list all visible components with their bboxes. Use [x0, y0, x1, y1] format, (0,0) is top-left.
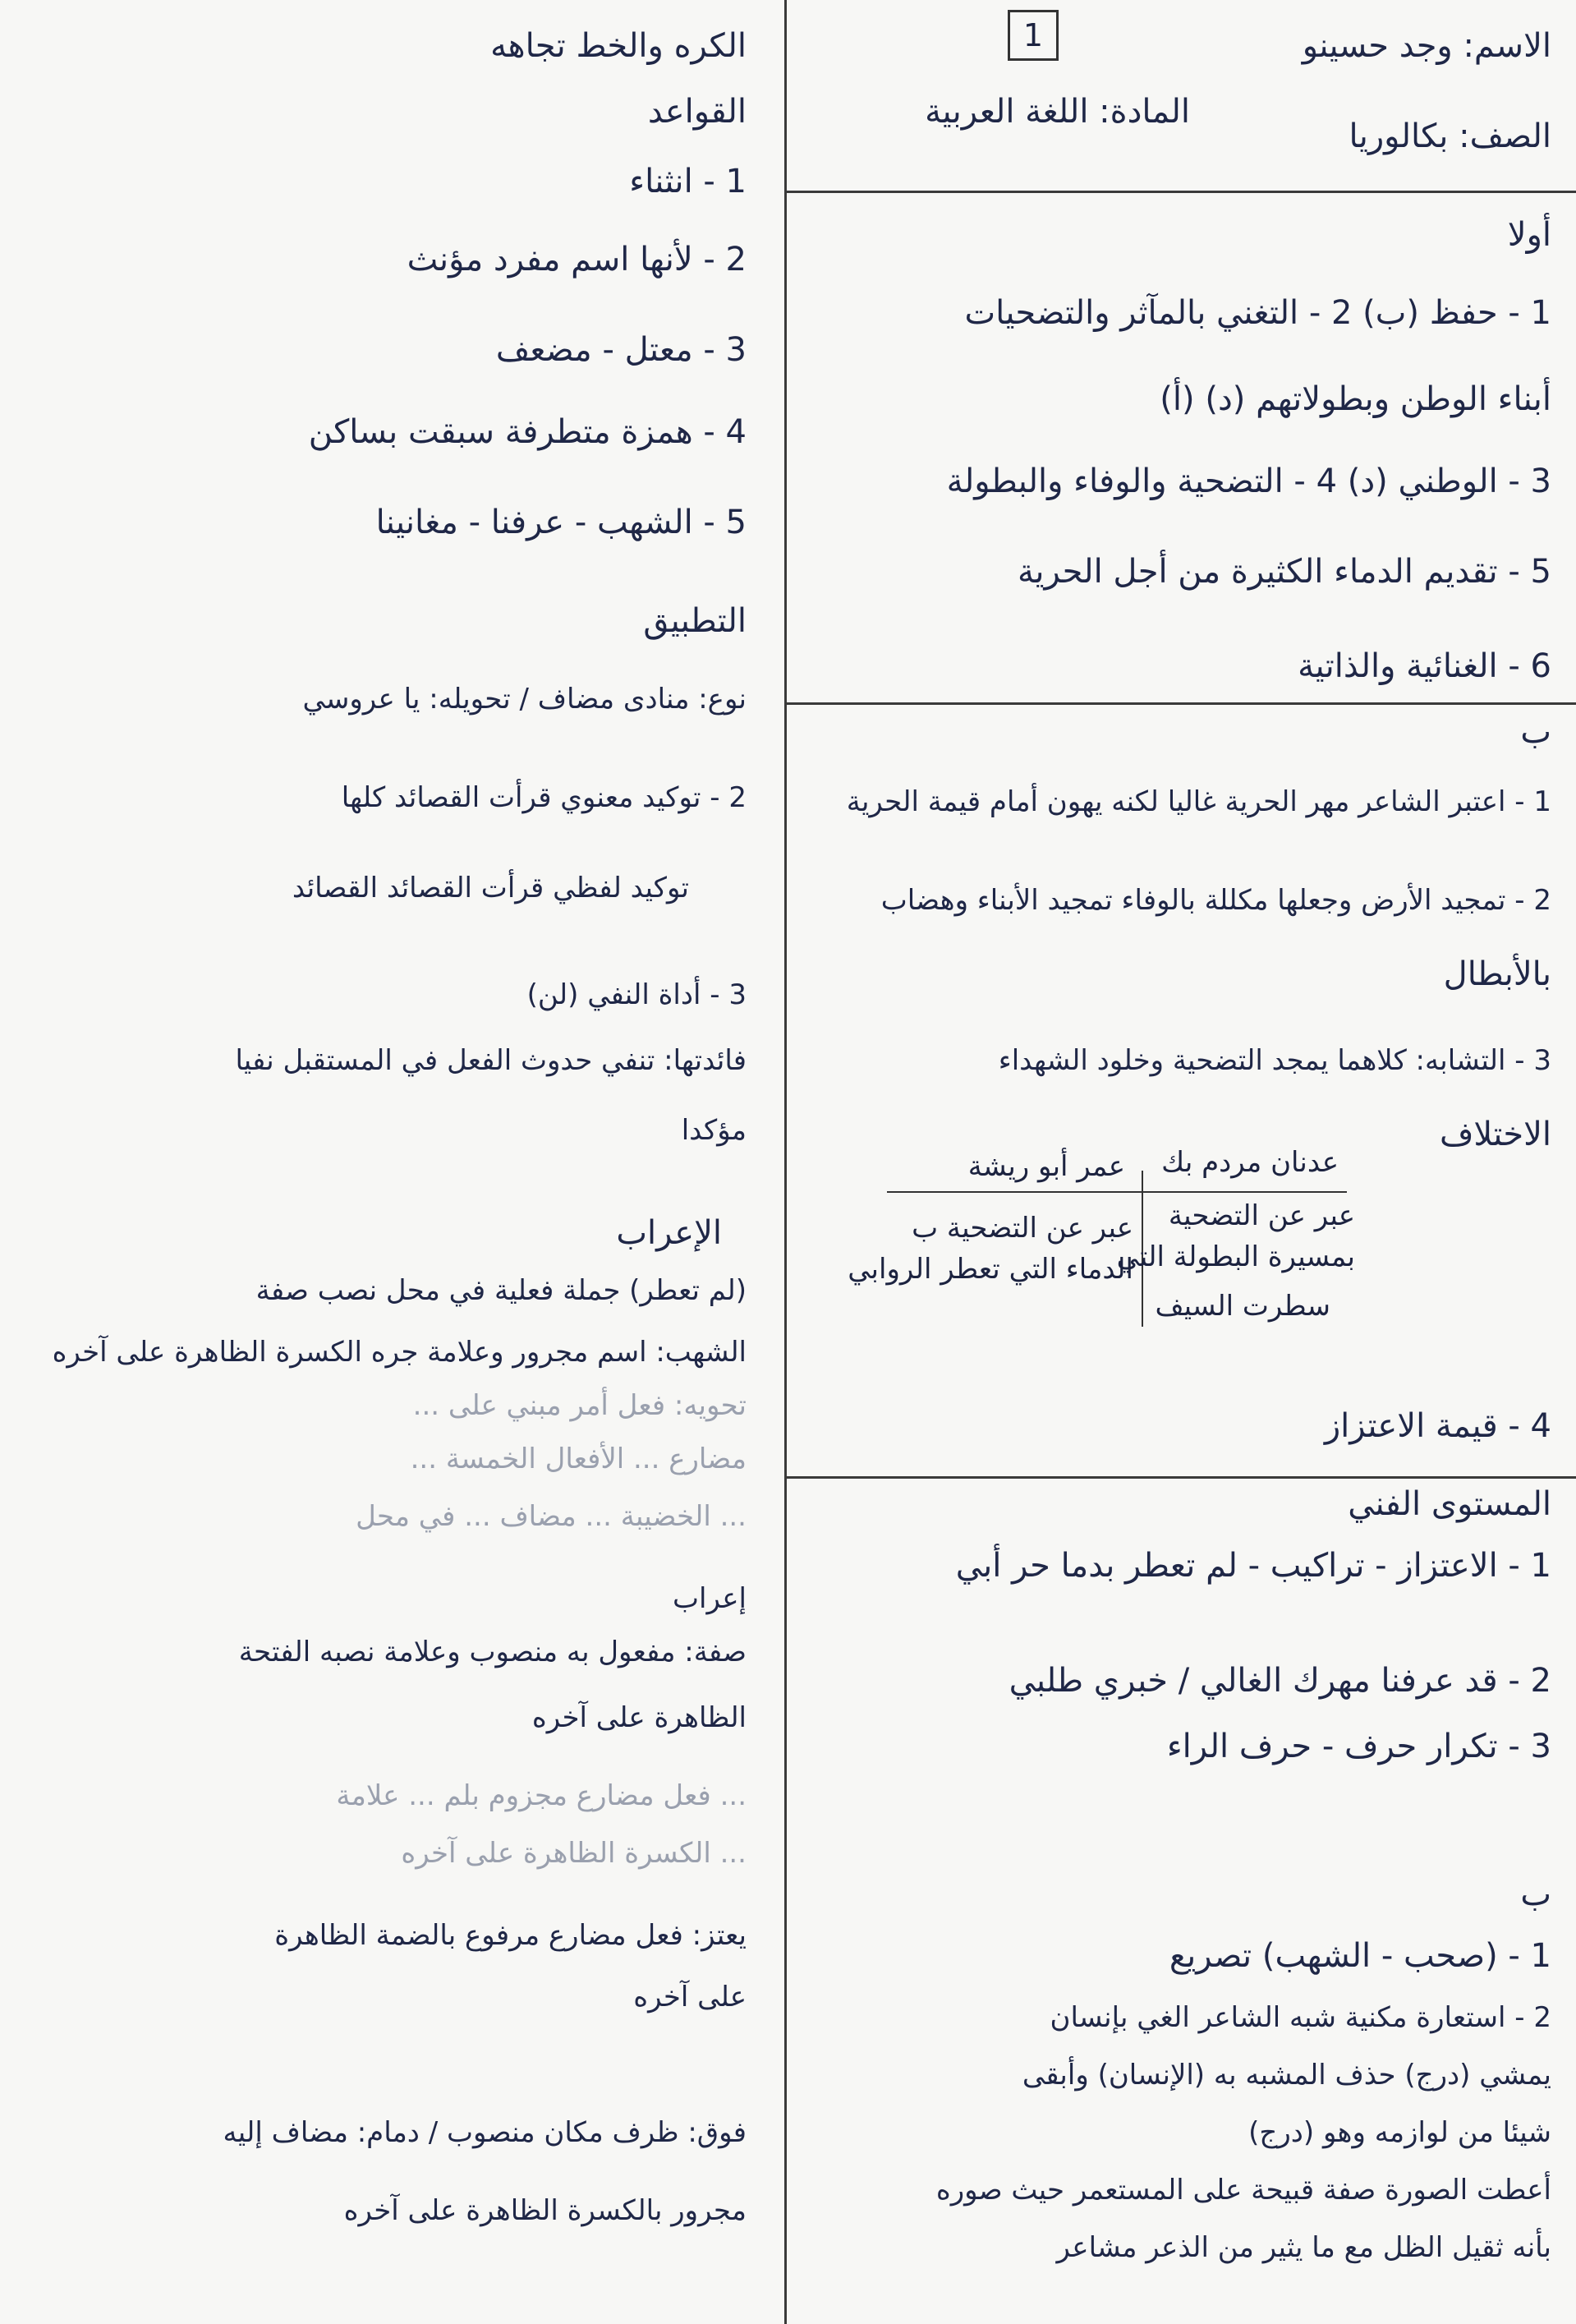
section-heading: المستوى الفني: [1348, 1485, 1551, 1523]
answer-line: 4 - قيمة الاعتزاز: [1324, 1407, 1551, 1445]
answer-line: توكيد لفظي قرأت القصائد القصائد: [292, 872, 689, 904]
answer-line: 1 - (صحب - الشهب) تصريع: [1169, 1937, 1551, 1975]
table-header: عدنان مردم بك: [1161, 1146, 1339, 1179]
answer-line: يعتز: فعل مضارع مرفوع بالضمة الظاهرة: [274, 1919, 747, 1952]
page-number: 1: [1008, 10, 1059, 61]
answer-line: 1 - اعتبر الشاعر مهر الحرية غاليا لكنه يهون أمام قيمة الحرية: [846, 785, 1551, 818]
section-heading: أولا: [1507, 216, 1551, 254]
section-heading: القواعد: [647, 93, 747, 131]
answer-line: 3 - تكرار حرف - حرف الراء: [1166, 1728, 1551, 1765]
answer-line: صفة: مفعول به منصوب وعلامة نصبه الفتحة: [238, 1636, 747, 1668]
answer-line: ... الكسرة الظاهرة على آخره: [401, 1837, 747, 1870]
answer-line: أعطت الصورة صفة قبيحة على المستعمر حيث صوره: [935, 2174, 1551, 2207]
answer-line: مضارع ... الأفعال الخمسة ...: [410, 1443, 747, 1475]
answer-line: فائدتها: تنفي حدوث الفعل في المستقبل نفيا: [235, 1044, 747, 1077]
answer-line: 1 - انثناء: [629, 163, 747, 200]
answer-line: فوق: ظرف مكان منصوب / دمام: مضاف إليه: [223, 2116, 747, 2149]
table-header-rule: [887, 1191, 1347, 1193]
answer-line: ... فعل مضارع مجزوم بلم ... علامة: [336, 1779, 747, 1812]
answer-line: الشهب: اسم مجرور وعلامة جره الكسرة الظاهرة على آخره: [52, 1336, 747, 1369]
comparison-table: [788, 1146, 1388, 1339]
answer-line: 1 - الاعتزاز - تراكيب - لم تعطر بدما حر أبي: [955, 1547, 1551, 1585]
answer-line: 2 - استعارة مكنية شبه الشاعر الغي بإنسان: [1050, 2001, 1551, 2034]
answer-line: (لم تعطر) جملة فعلية في محل نصب صفة: [255, 1274, 747, 1307]
answer-line: إعراب: [673, 1582, 747, 1615]
answer-line: 3 - معتل - مضعف: [495, 331, 747, 369]
answer-line: بالأبطال: [1443, 955, 1551, 993]
section-heading: الإعراب: [616, 1214, 722, 1252]
section-heading: ب: [1520, 1875, 1551, 1913]
subject-label: المادة: اللغة العربية: [925, 93, 1190, 131]
answer-line: 2 - تمجيد الأرض وجعلها مكللة بالوفاء تمجيد الأبناء وهضاب: [880, 884, 1551, 917]
answer-line: 1 - حفظ (ب) 2 - التغني بالمآثر والتضحيات: [964, 294, 1551, 332]
answer-line: الظاهرة على آخره: [531, 1701, 747, 1734]
answer-line: مجرور بالكسرة الظاهرة على آخره: [343, 2194, 747, 2227]
answer-line: أبناء الوطن وبطولاتهم (د) (أ): [1160, 380, 1551, 418]
answer-line: 2 - لأنها اسم مفرد مؤنث: [407, 241, 747, 278]
answer-line: تحويه: فعل أمر مبني على ...: [412, 1389, 747, 1422]
answer-line: ... الخضيبة ... مضاف ... في محل: [356, 1500, 747, 1533]
section-heading: ب: [1520, 713, 1551, 751]
table-cell: بمسيرة البطولة التي: [1116, 1240, 1355, 1273]
table-cell: الدماء التي تعطر الروابي: [848, 1253, 1133, 1286]
section-rule-2: [784, 702, 1576, 705]
answer-line: شيئا من لوازمه وهو (درج): [1248, 2116, 1551, 2149]
answer-line: 2 - توكيد معنوي قرأت القصائد كلها: [341, 781, 747, 814]
column-divider: [784, 0, 787, 2324]
section-heading: التطبيق: [643, 602, 747, 640]
answer-line: 5 - الشهب - عرفنا - مغانينا: [375, 504, 747, 541]
answer-line: 3 - أداة النفي (لن): [526, 978, 747, 1011]
answer-line: على آخره: [633, 1981, 747, 2013]
answer-line: 2 - قد عرفنا مهرك الغالي / خبري طلبي: [1009, 1662, 1551, 1700]
answer-line: بأنه ثقيل الظل مع ما يثير من الذعر مشاعر: [1056, 2231, 1551, 2264]
table-cell: عبر عن التضحية ب: [912, 1212, 1133, 1245]
table-header: عمر أبو ريشة: [967, 1150, 1125, 1183]
section-rule-3: [784, 1476, 1576, 1479]
table-cell: عبر عن التضحية: [1168, 1199, 1355, 1232]
answer-line: مؤكدا: [681, 1114, 747, 1147]
answer-line: نوع: منادى مضاف / تحويله: يا عروسي: [302, 683, 747, 716]
answer-line: 3 - الوطني (د) 4 - التضحية والوفاء والبطولة: [946, 462, 1551, 500]
answer-line: 5 - تقديم الدماء الكثيرة من أجل الحرية: [1017, 553, 1551, 591]
answer-line: 3 - التشابه: كلاهما يمجد التضحية وخلود الشهداء: [998, 1044, 1551, 1077]
answer-line: يمشي (درج) حذف المشبه به (الإنسان) وأبقى: [1022, 2059, 1551, 2092]
answer-line: 4 - همزة متطرفة سبقت بساكن: [308, 413, 747, 451]
table-cell: سطرت السيف: [1155, 1290, 1330, 1323]
answer-line: 6 - الغنائية والذاتية: [1298, 647, 1551, 685]
left-title: الكره والخط تجاهه: [490, 27, 747, 65]
class-label: الصف: بكالوريا: [1349, 117, 1551, 155]
answer-line: الاختلاف: [1439, 1116, 1551, 1153]
section-rule-1: [784, 191, 1576, 193]
student-name: الاسم: وجد حسينو: [1302, 27, 1551, 65]
